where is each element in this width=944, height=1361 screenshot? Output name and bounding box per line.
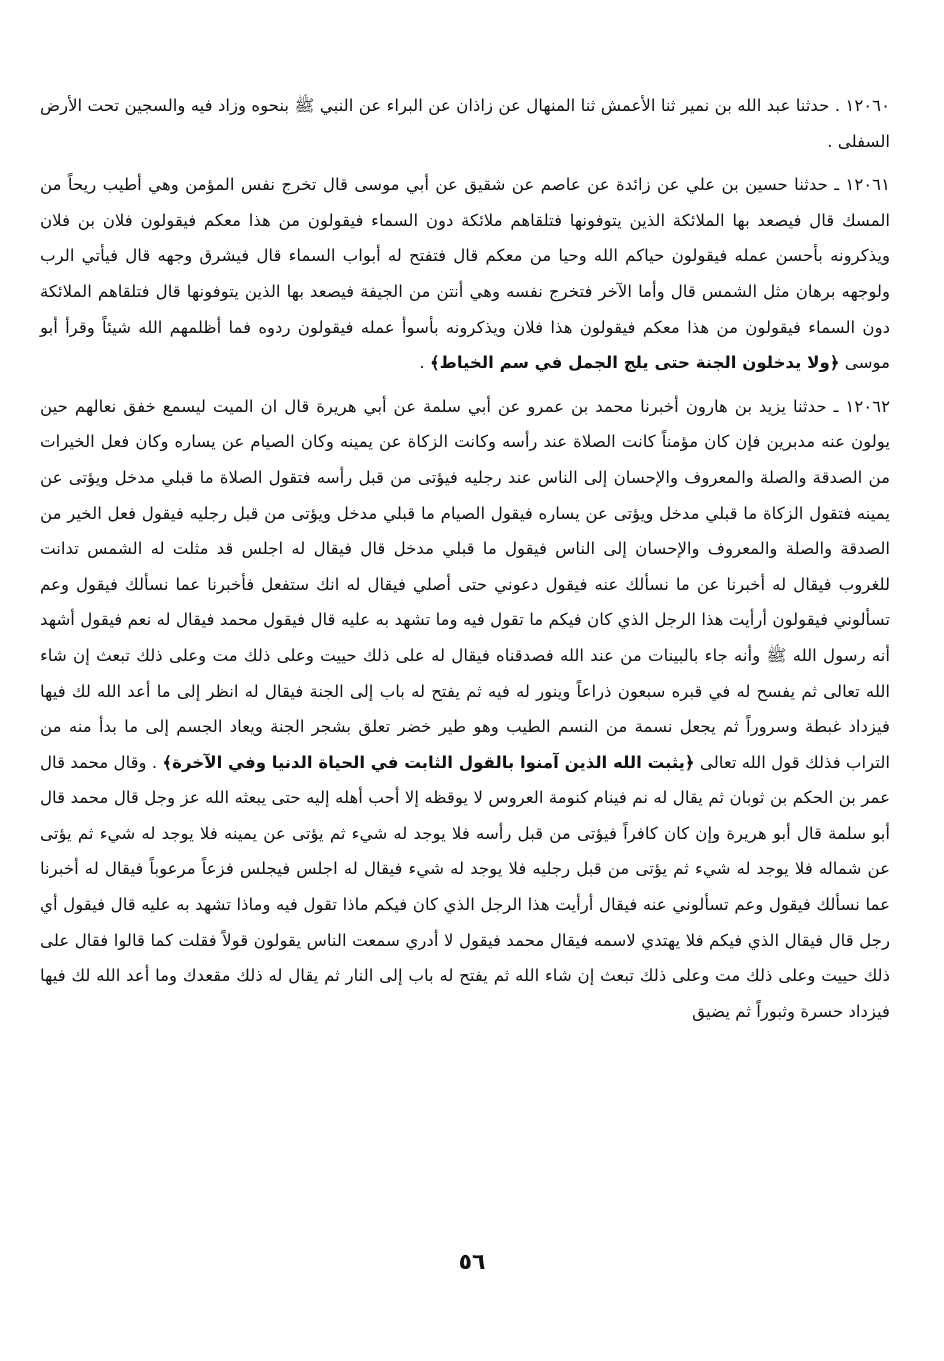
hadith-text-end: . وقال محمد قال عمر بن الحكم بن ثوبان ثم يقال له نم فينام كنومة العروس لا يوقظه إلا أحب أهله إليه حتى يبعثه الله عز وجل قال محمد قال أبو سلمة قال أبو هريرة وإن كان كافراً فيؤتى من قبل رأسه فلا يوجد له شيء ثم يؤتى عن يمينه فلا يوجد له شيء ثم يؤتى عن شماله فلا يوجد له شيء ثم يؤتى من قبل رجليه فلا يوجد له شيء فيقال له اجلس فيجلس فزعاً مرعوباً فيقال له أخبرنا عما نسألك فيقول وعم تسألوني عنه فيقال أرأيت هذا الرجل الذي كان فيكم ماذا تقول فيه وماذا تشهد به عليه قال فيقول أي رجل قال فيقال الذي فيكم فلا يهتدي لاسمه فيقال محمد فيقول لا أدري سمعت الناس يقولون قولاً فقلت كما قالوا فقال على ذلك حييت وعلى ذلك مت وعلى ذلك تبعث إن شاء الله ثم يفتح له باب إلى النار ثم يقال له ذلك مقعدك وما أعد الله لك فيها فيزداد حسرة وثبوراً ثم يضيق — [40, 752, 890, 1021]
hadith-number: ١٢٠٦٢ — [845, 396, 890, 416]
hadith-paragraph-12062 — [40, 389, 890, 1030]
quran-quote: ﴿ولا يدخلون الجنة حتى يلج الجمل في سم الخياط﴾ — [429, 353, 840, 373]
hadith-text-end: . — [419, 353, 430, 373]
hadith-text: ـ حدثنا حسين بن علي عن زائدة عن عاصم عن شقيق عن أبي موسى قال تخرج نفس المؤمن وهي أطيب ريحاً من المسك قال فيصعد بها الملائكة الذين يتوفونها فتلقاهم ملائكة دون السماء فيقولون من هذا معكم فيقولون فلان بن فلان ويذكرونه بأحسن عمله فيقولون حياكم الله وحيا من معكم قال فتفتح له أبواب السماء قال فيشرق وجهه قال فيأتي الرب ولوجهه برهان مثل الشمس قال وأما الآخر فتخرج نفسه وهي أنتن من الجيفة فيصعد بها الذين يتوفونها قال فتلقاهم الملائكة دون السماء فيقولون من هذا معكم فيقولون هذا فلان ويذكرونه بأسوأ عمله فيقولون ردوه فما أظلمهم الله شيئاً وقرأ أبو موسى — [40, 175, 890, 373]
page-body — [40, 88, 890, 1029]
hadith-number: ١٢٠٦١ — [845, 175, 890, 195]
hadith-paragraph-12061 — [40, 167, 890, 381]
quran-quote: ﴿يثبت الله الذين آمنوا بالقول الثابت في الحياة الدنيا وفي الآخرة﴾ — [162, 752, 695, 772]
hadith-paragraph-12060 — [40, 88, 890, 159]
hadith-text: ـ حدثنا يزيد بن هارون أخبرنا محمد بن عمرو عن أبي سلمة عن أبي هريرة قال ان الميت ليسمع خفق نعالهم حين يولون عنه مدبرين فإن كان مؤمناً كانت الصلاة عند رأسه وكانت الزكاة عن يمينه وكان الصيام عن يساره وكان فعل الخيرات من الصدقة والصلة والمعروف والإحسان إلى الناس عند رجليه فيؤتى من قبل رأسه فتقول الصلاة ما قبلي مدخل ويؤتى عن يمينه فتقول الزكاة ما قبلي مدخل ويؤتى عن يساره فيقول الصيام ما قبلي مدخل ويؤتى من قبل رجليه فيقول فعل الخير من الصدقة والصلة والمعروف والإحسان إلى الناس فيقول ما قبلي مدخل قال فيقال له اجلس قد مثلت له الشمس تدانت للغروب فيقال له أخبرنا عن ما نسألك عنه فيقول دعوني حتى أصلي فيقال له انك ستفعل فأخبرنا عما نسألك فيقول وعم تسألوني فيقولون أرأيت هذا الرجل الذي كان فيكم ما تقول فيه وما تشهد به عليه قال فيقول محمد فيقال له نعم فيقول أشهد أنه رسول الله ﷺ وأنه جاء بالبينات من عند الله فصدقناه فيقال له على ذلك حييت وعلى ذلك مت وعلى ذلك تبعث إن شاء الله تعالى ثم يفسح له في قبره سبعون ذراعاً وينور له فيه ثم يفتح له باب إلى الجنة فيقال له انظر إلى ما أعد الله لك فيها فيزداد غبطة وسروراً ثم يجعل نسمة من النسم الطيب وهو طير خضر تعلق بشجر الجنة ويعاد الجسم إلى ما بدأ منه من التراب فذلك قول الله تعالى — [40, 396, 890, 772]
hadith-text: . حدثنا عبد الله بن نمير ثنا الأعمش ثنا المنهال عن زاذان عن البراء عن النبي ﷺ بنحوه وزاد فيه والسجين تحت الأرض السفلى . — [40, 96, 890, 151]
page-number: ٥٦ — [458, 1250, 486, 1275]
hadith-number: ١٢٠٦٠ — [845, 96, 890, 115]
